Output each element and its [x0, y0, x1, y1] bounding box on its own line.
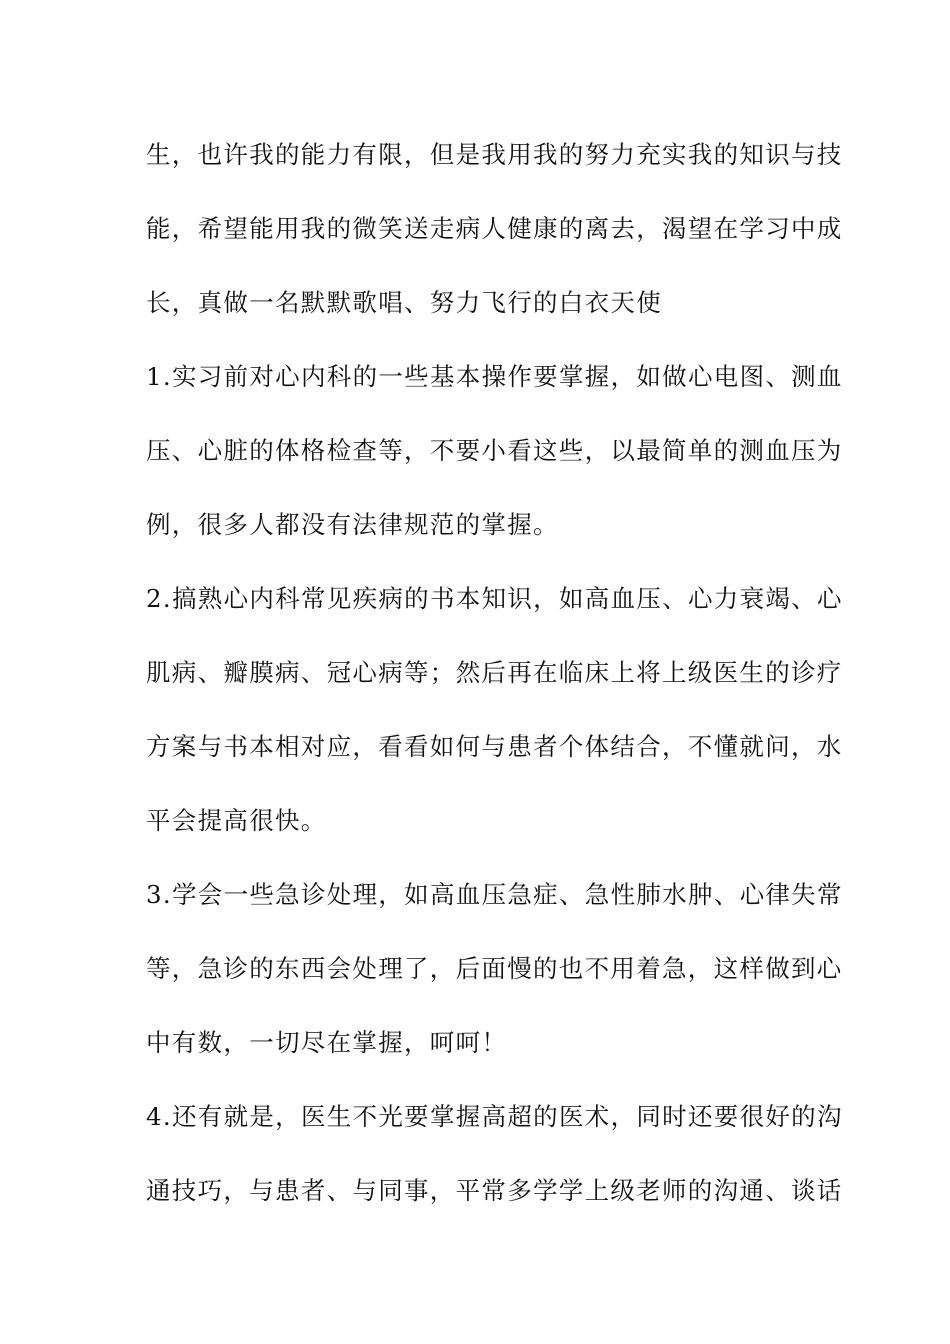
text-line: 能，希望能用我的微笑送走病人健康的离去，渴望在学习中成 [146, 214, 843, 243]
list-item-2-line: 方案与书本相对应，看看如何与患者个体结合，不懂就问，水 [146, 732, 843, 761]
list-item-3-line: 中有数，一切尽在掌握，呵呵！ [146, 1028, 508, 1057]
list-item-2-line: 2.搞熟心内科常见疾病的书本知识，如高血压、心力衰竭、心 [146, 584, 843, 613]
list-item-2-line: 平会提高很快。 [146, 806, 327, 835]
list-item-1-line: 压、心脏的体格检查等，不要小看这些，以最简单的测血压为 [146, 436, 843, 465]
text-line: 长，真做一名默默歌唱、努力飞行的白衣天使 [146, 288, 662, 317]
list-item-2-line: 肌病、瓣膜病、冠心病等；然后再在临床上将上级医生的诊疗 [146, 658, 843, 687]
text-line: 生，也许我的能力有限，但是我用我的努力充实我的知识与技 [146, 140, 843, 169]
list-item-3-line: 等，急诊的东西会处理了，后面慢的也不用着急，这样做到心 [146, 954, 843, 983]
document-body [146, 118, 843, 1228]
list-item-1-line: 例，很多人都没有法律规范的掌握。 [146, 510, 559, 539]
list-item-1-line: 1.实习前对心内科的一些基本操作要掌握，如做心电图、测血 [146, 362, 843, 391]
list-item-4-line: 4.还有就是，医生不光要掌握高超的医术，同时还要很好的沟 [146, 1102, 843, 1131]
list-item-3-line: 3.学会一些急诊处理，如高血压急症、急性肺水肿、心律失常 [146, 880, 843, 909]
list-item-4-line: 通技巧，与患者、与同事，平常多学学上级老师的沟通、谈话 [146, 1176, 843, 1205]
